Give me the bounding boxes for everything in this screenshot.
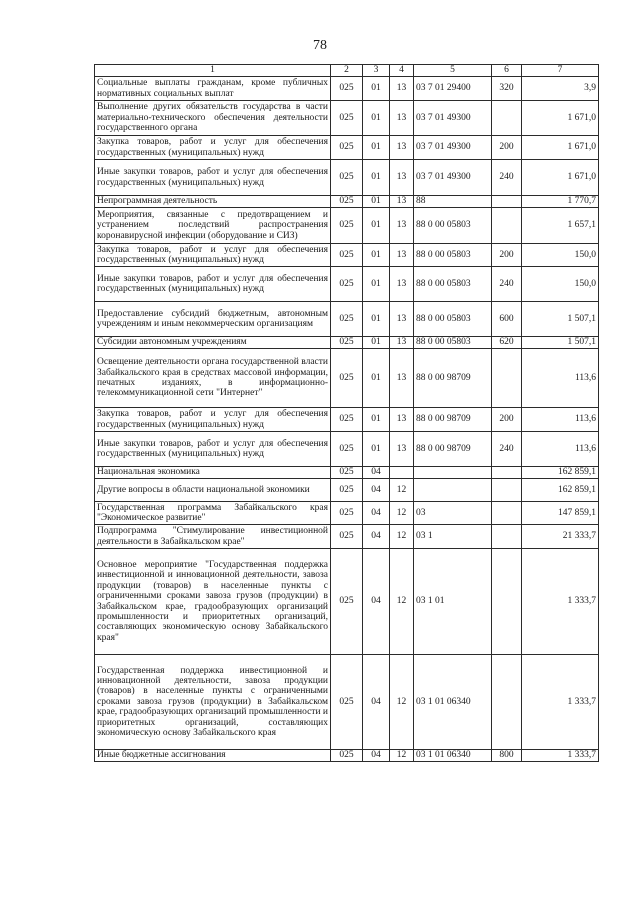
table-row [95, 549, 599, 655]
table-row [95, 750, 599, 762]
amount: 162 859,1 [522, 467, 599, 479]
header-row [95, 65, 599, 77]
subsection-code: 13 [390, 208, 414, 244]
expense-type-code: 240 [492, 160, 522, 196]
expense-type-code [492, 101, 522, 136]
target-article-code: 88 0 00 05803 [414, 244, 492, 267]
item-name: Основное мероприятие "Государственная поддержка инвестиционной и инновационной деятельности, завоза продукции (товаров) в населенные пункты с ограниченными сроками завоза грузов (продукции) в Забайкальском крае, градообразующих организаций промышленности и приоритетных организаций, составляющих экономическую основу Забайкальского края" [95, 549, 331, 655]
target-article-code: 03 7 01 49300 [414, 101, 492, 136]
section-code: 04 [363, 549, 390, 655]
item-name: Предоставление субсидий бюджетным, автономным учреждениям и иным некоммерческим организациям [95, 302, 331, 337]
amount: 113,6 [522, 349, 599, 408]
subsection-code: 13 [390, 101, 414, 136]
ministry-code: 025 [331, 302, 363, 337]
section-code: 01 [363, 101, 390, 136]
target-article-code [414, 467, 492, 479]
expense-type-code: 200 [492, 408, 522, 432]
header-cell: 1 [95, 65, 331, 77]
target-article-code: 88 0 00 05803 [414, 267, 492, 302]
amount: 1 507,1 [522, 302, 599, 337]
amount: 3,9 [522, 77, 599, 101]
subsection-code: 13 [390, 408, 414, 432]
subsection-code: 13 [390, 337, 414, 349]
item-name: Иные закупки товаров, работ и услуг для обеспечения государственных (муниципальных) нужд [95, 432, 331, 467]
section-code: 01 [363, 432, 390, 467]
amount: 1 333,7 [522, 655, 599, 750]
ministry-code: 025 [331, 136, 363, 160]
target-article-code: 88 0 00 05803 [414, 337, 492, 349]
target-article-code [414, 479, 492, 502]
ministry-code: 025 [331, 750, 363, 762]
ministry-code: 025 [331, 244, 363, 267]
table-row [95, 655, 599, 750]
target-article-code: 03 1 [414, 525, 492, 549]
item-name: Иные закупки товаров, работ и услуг для обеспечения государственных (муниципальных) нужд [95, 267, 331, 302]
ministry-code: 025 [331, 432, 363, 467]
item-name: Иные закупки товаров, работ и услуг для обеспечения государственных (муниципальных) нужд [95, 160, 331, 196]
table-row [95, 479, 599, 502]
expense-type-code [492, 467, 522, 479]
ministry-code: 025 [331, 349, 363, 408]
subsection-code: 13 [390, 136, 414, 160]
target-article-code: 88 0 00 05803 [414, 208, 492, 244]
expense-type-code: 240 [492, 267, 522, 302]
section-code: 04 [363, 525, 390, 549]
section-code: 01 [363, 302, 390, 337]
item-name: Выполнение других обязательств государства в части материально-технического обеспечения деятельности государственного органа [95, 101, 331, 136]
section-code: 01 [363, 77, 390, 101]
target-article-code: 03 [414, 502, 492, 525]
ministry-code: 025 [331, 467, 363, 479]
amount: 150,0 [522, 267, 599, 302]
subsection-code: 13 [390, 77, 414, 101]
subsection-code: 12 [390, 655, 414, 750]
item-name: Подпрограмма "Стимулирование инвестиционной деятельности в Забайкальском крае" [95, 525, 331, 549]
subsection-code: 13 [390, 196, 414, 208]
amount: 150,0 [522, 244, 599, 267]
target-article-code: 03 7 01 29400 [414, 77, 492, 101]
expense-type-code [492, 208, 522, 244]
subsection-code: 13 [390, 160, 414, 196]
subsection-code: 13 [390, 432, 414, 467]
section-code: 01 [363, 160, 390, 196]
section-code: 01 [363, 136, 390, 160]
target-article-code: 03 1 01 06340 [414, 655, 492, 750]
section-code: 04 [363, 502, 390, 525]
target-article-code: 03 7 01 49300 [414, 136, 492, 160]
ministry-code: 025 [331, 208, 363, 244]
section-code: 01 [363, 196, 390, 208]
expense-type-code: 600 [492, 302, 522, 337]
item-name: Закупка товаров, работ и услуг для обеспечения государственных (муниципальных) нужд [95, 136, 331, 160]
section-code: 04 [363, 750, 390, 762]
header-cell: 6 [492, 65, 522, 77]
header-cell: 3 [363, 65, 390, 77]
header-cell: 4 [390, 65, 414, 77]
budget-table [94, 64, 599, 762]
ministry-code: 025 [331, 101, 363, 136]
section-code: 01 [363, 208, 390, 244]
section-code: 04 [363, 655, 390, 750]
ministry-code: 025 [331, 196, 363, 208]
amount: 1 770,7 [522, 196, 599, 208]
table-row [95, 337, 599, 349]
ministry-code: 025 [331, 525, 363, 549]
header-cell: 7 [522, 65, 599, 77]
subsection-code: 12 [390, 479, 414, 502]
ministry-code: 025 [331, 267, 363, 302]
ministry-code: 025 [331, 77, 363, 101]
subsection-code: 12 [390, 502, 414, 525]
subsection-code: 12 [390, 525, 414, 549]
table-row [95, 160, 599, 196]
table-row [95, 136, 599, 160]
target-article-code: 03 1 01 06340 [414, 750, 492, 762]
target-article-code: 88 0 00 05803 [414, 302, 492, 337]
item-name: Социальные выплаты гражданам, кроме публичных нормативных социальных выплат [95, 77, 331, 101]
expense-type-code [492, 549, 522, 655]
amount: 113,6 [522, 408, 599, 432]
amount: 113,6 [522, 432, 599, 467]
expense-type-code: 200 [492, 244, 522, 267]
table-body [95, 65, 599, 762]
table-row [95, 467, 599, 479]
ministry-code: 025 [331, 549, 363, 655]
subsection-code: 13 [390, 244, 414, 267]
item-name: Закупка товаров, работ и услуг для обеспечения государственных (муниципальных) нужд [95, 408, 331, 432]
target-article-code: 88 0 00 98709 [414, 408, 492, 432]
item-name: Иные бюджетные ассигнования [95, 750, 331, 762]
page-number: 78 [313, 38, 327, 53]
table-row [95, 432, 599, 467]
section-code: 01 [363, 337, 390, 349]
section-code: 04 [363, 467, 390, 479]
table-row [95, 208, 599, 244]
subsection-code: 13 [390, 267, 414, 302]
table-row [95, 267, 599, 302]
amount: 162 859,1 [522, 479, 599, 502]
table-row [95, 77, 599, 101]
amount: 1 671,0 [522, 101, 599, 136]
ministry-code: 025 [331, 160, 363, 196]
section-code: 04 [363, 479, 390, 502]
expense-type-code: 620 [492, 337, 522, 349]
expense-type-code [492, 525, 522, 549]
amount: 21 333,7 [522, 525, 599, 549]
amount: 1 507,1 [522, 337, 599, 349]
item-name: Другие вопросы в области национальной экономики [95, 479, 331, 502]
item-name: Государственная поддержка инвестиционной и инновационной деятельности, завоза продукции (товаров) в населенные пункты с ограниченными сроками завоза грузов (продукции) в Забайкальском крае, градообразующих организаций промышленности и приоритетных организаций, составляющих экономическую основу Забайкальского края [95, 655, 331, 750]
item-name: Освещение деятельности органа государственной власти Забайкальского края в средствах массовой информации, печатных изданиях, в информационно-телекоммуникационной сети "Интернет" [95, 349, 331, 408]
item-name: Субсидии автономным учреждениям [95, 337, 331, 349]
section-code: 01 [363, 408, 390, 432]
target-article-code: 88 0 00 98709 [414, 432, 492, 467]
ministry-code: 025 [331, 408, 363, 432]
target-article-code: 03 1 01 [414, 549, 492, 655]
section-code: 01 [363, 267, 390, 302]
expense-type-code: 320 [492, 77, 522, 101]
expense-type-code: 800 [492, 750, 522, 762]
expense-type-code: 200 [492, 136, 522, 160]
item-name: Мероприятия, связанные с предотвращением и устранением последствий распространения коронавирусной инфекции (оборудование и СИЗ) [95, 208, 331, 244]
ministry-code: 025 [331, 502, 363, 525]
expense-type-code [492, 349, 522, 408]
table-row [95, 408, 599, 432]
table-row [95, 349, 599, 408]
subsection-code: 12 [390, 549, 414, 655]
amount: 1 671,0 [522, 136, 599, 160]
item-name: Непрограммная деятельность [95, 196, 331, 208]
amount: 1 671,0 [522, 160, 599, 196]
table-row [95, 101, 599, 136]
section-code: 01 [363, 244, 390, 267]
header-cell: 5 [414, 65, 492, 77]
target-article-code: 88 [414, 196, 492, 208]
target-article-code: 03 7 01 49300 [414, 160, 492, 196]
amount: 1 333,7 [522, 750, 599, 762]
expense-type-code: 240 [492, 432, 522, 467]
ministry-code: 025 [331, 655, 363, 750]
ministry-code: 025 [331, 479, 363, 502]
section-code: 01 [363, 349, 390, 408]
table-row [95, 302, 599, 337]
amount: 1 657,1 [522, 208, 599, 244]
header-cell: 2 [331, 65, 363, 77]
table-row [95, 525, 599, 549]
expense-type-code [492, 196, 522, 208]
amount: 147 859,1 [522, 502, 599, 525]
table-row [95, 502, 599, 525]
table-row [95, 244, 599, 267]
expense-type-code [492, 479, 522, 502]
subsection-code: 12 [390, 750, 414, 762]
subsection-code: 13 [390, 302, 414, 337]
subsection-code: 13 [390, 349, 414, 408]
subsection-code [390, 467, 414, 479]
table-row [95, 196, 599, 208]
expense-type-code [492, 502, 522, 525]
item-name: Государственная программа Забайкальского края "Экономическое развитие" [95, 502, 331, 525]
item-name: Национальная экономика [95, 467, 331, 479]
ministry-code: 025 [331, 337, 363, 349]
target-article-code: 88 0 00 98709 [414, 349, 492, 408]
expense-type-code [492, 655, 522, 750]
amount: 1 333,7 [522, 549, 599, 655]
item-name: Закупка товаров, работ и услуг для обеспечения государственных (муниципальных) нужд [95, 244, 331, 267]
